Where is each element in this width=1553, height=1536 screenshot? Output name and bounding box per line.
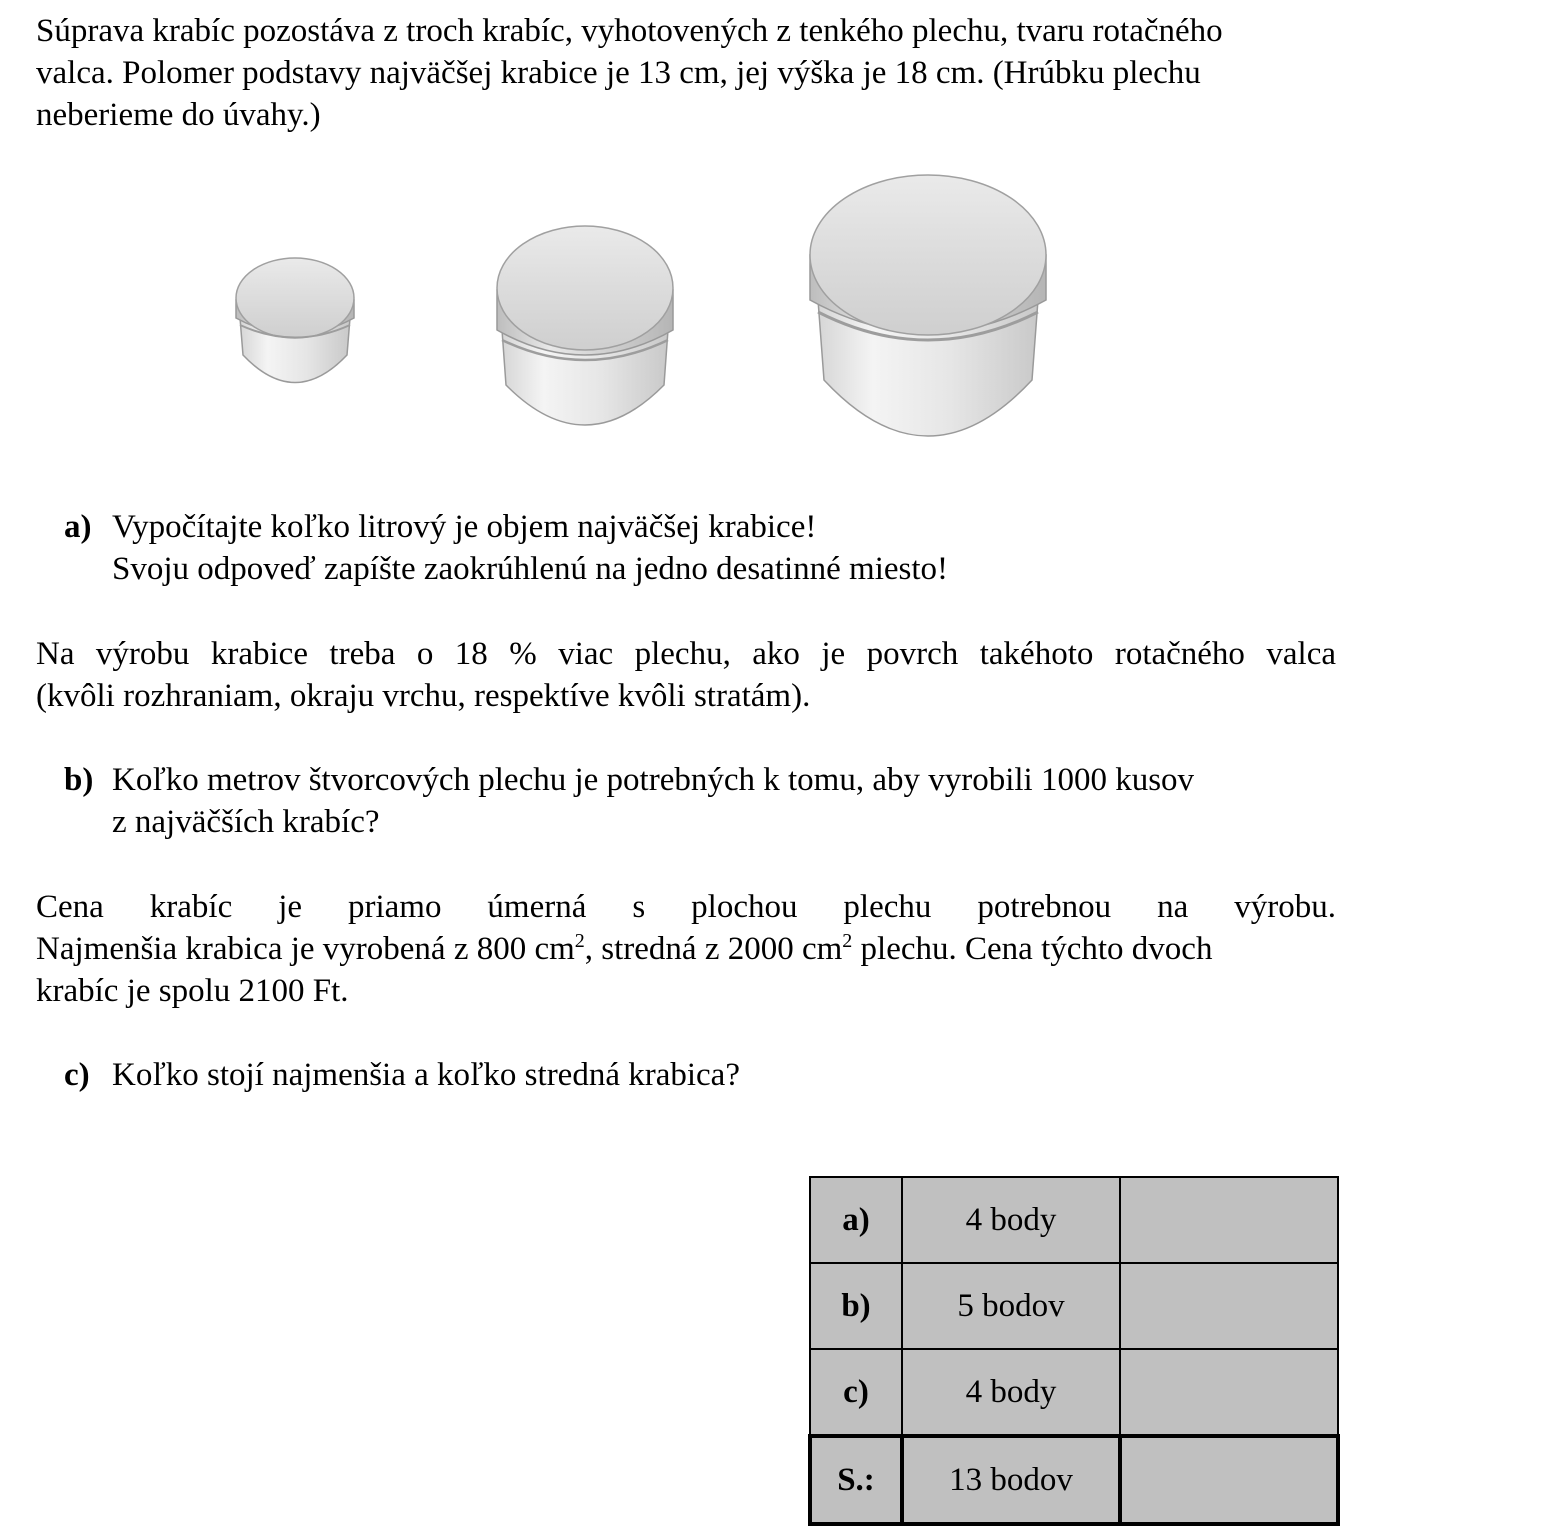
superscript-2-first: 2	[574, 930, 585, 952]
paragraph-3-line-2-part-a: Najmenšia krabica je vyrobená z 800 cm	[36, 931, 575, 967]
score-row-label: b)	[810, 1263, 902, 1349]
task-b-line-1: Koľko metrov štvorcových plechu je potrebných k tomu, aby vyrobili 1000 kusov	[112, 762, 1195, 798]
score-row-blank-cell	[1120, 1177, 1338, 1263]
score-total-blank-cell	[1120, 1436, 1338, 1524]
medium-tin-box	[497, 226, 673, 425]
score-row-blank-cell	[1120, 1263, 1338, 1349]
score-total-label: S.:	[810, 1436, 902, 1524]
score-total-row	[810, 1436, 1338, 1524]
task-b-line-2: z najväčších krabíc?	[112, 804, 380, 840]
intro-line-3: neberieme do úvahy.)	[36, 97, 321, 133]
task-a-text	[112, 506, 948, 590]
tin-boxes-illustration	[0, 0, 1553, 470]
paragraph-3-line-2-part-c: plechu. Cena týchto dvoch	[852, 931, 1213, 967]
paragraph-3-line-3: krabíc je spolu 2100 Ft.	[36, 973, 349, 1009]
score-row-label: c)	[810, 1349, 902, 1436]
large-tin-box	[810, 175, 1046, 436]
intro-line-1: Súprava krabíc pozostáva z troch krabíc, vyhotovených z tenkého plechu, tvaru rotačného	[36, 13, 1223, 49]
score-total-points: 13 bodov	[902, 1436, 1120, 1524]
small-tin-box	[236, 258, 354, 383]
task-a-line-2: Svoju odpoveď zapíšte zaokrúhlenú na jedno desatinné miesto!	[112, 551, 949, 587]
intro-line-2: valca. Polomer podstavy najväčšej krabice je 13 cm, jej výška je 18 cm. (Hrúbku plechu	[36, 55, 1201, 91]
score-row	[810, 1349, 1338, 1436]
paragraph-2	[36, 633, 1336, 717]
task-a-line-1: Vypočítajte koľko litrový je objem najväčšej krabice!	[112, 509, 817, 545]
score-row-points: 4 body	[902, 1349, 1120, 1436]
paragraph-3-line-2	[36, 928, 1336, 970]
score-row	[810, 1177, 1338, 1263]
task-a-label: a)	[64, 509, 92, 545]
score-row-blank-cell	[1120, 1349, 1338, 1436]
task-c-text	[112, 1054, 740, 1096]
paragraph-2-line-2: (kvôli rozhraniam, okraju vrchu, respektíve kvôli stratám).	[36, 678, 811, 714]
paragraph-3	[36, 886, 1336, 1012]
paragraph-3-line-1: Cena krabíc je priamo úmerná s plochou plechu potrebnou na výrobu.	[36, 889, 1336, 925]
paragraph-2-line-1: Na výrobu krabice treba o 18 % viac plechu, ako je povrch takéhoto rotačného valca	[36, 636, 1336, 672]
task-c-line-1: Koľko stojí najmenšia a koľko stredná krabica?	[112, 1057, 740, 1093]
score-row-label: a)	[810, 1177, 902, 1263]
score-row	[810, 1263, 1338, 1349]
score-table	[808, 1176, 1340, 1526]
task-c-label: c)	[64, 1057, 90, 1093]
score-row-points: 4 body	[902, 1177, 1120, 1263]
paragraph-3-line-2-part-b: , stredná z 2000 cm	[584, 931, 843, 967]
superscript-2-second: 2	[842, 930, 853, 952]
task-b-label: b)	[64, 762, 94, 798]
task-b-text	[112, 759, 1194, 843]
score-row-points: 5 bodov	[902, 1263, 1120, 1349]
